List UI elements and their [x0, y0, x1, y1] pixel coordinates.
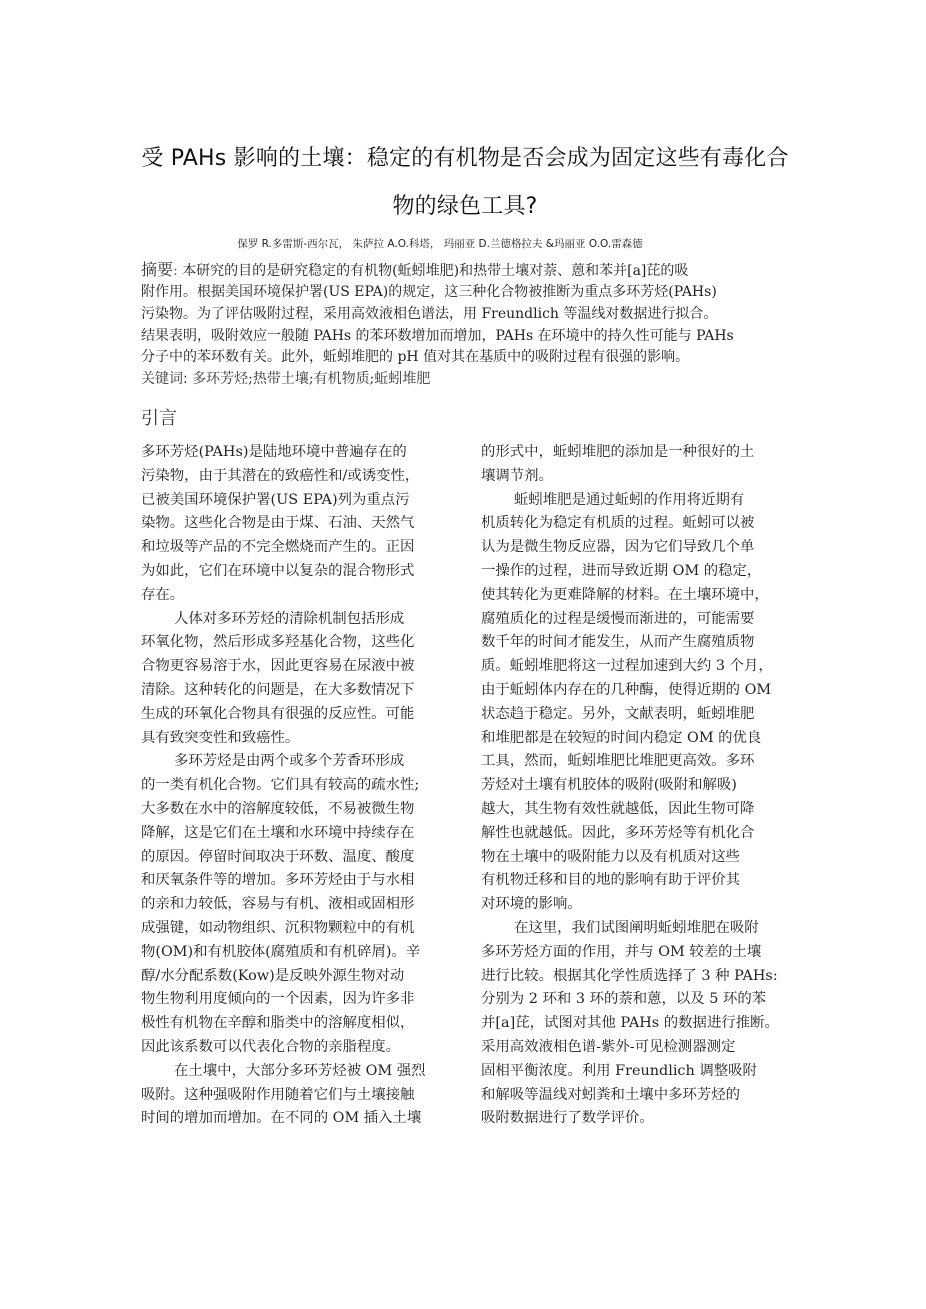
body-line: 蚯蚓堆肥是通过蚯蚓的作用将近期有 [514, 491, 745, 508]
body-line: 使其转化为更难降解的材料。在土壤环境中， [481, 586, 769, 603]
body-line: 存在。 [141, 586, 185, 603]
body-line: 多环芳烃是由两个或多个芳香环形成 [174, 753, 405, 770]
body-line: 进行比较。根据其化学性质选择了 3 种 PAHs: [481, 967, 778, 984]
keywords-text: 多环芳烃;热带土壤;有机物质;蚯蚓堆肥 [192, 371, 431, 387]
body-line: 物在土壤中的吸附能力以及有机质对这些 [481, 848, 741, 865]
author-list: 保罗 R.多雷斯-西尔瓦， 朱萨拉 A.O.科塔， 玛丽亚 D.兰德格拉夫 &玛丽亚 O.O.雷森德 [237, 238, 643, 250]
body-line: 吸附数据进行了数学评价。 [481, 1110, 654, 1127]
abstract-line [141, 259, 801, 282]
body-line: 在土壤中，大部分多环芳烃被 OM 强烈 [174, 1062, 426, 1079]
right-column [481, 441, 801, 1131]
abstract-line: 污染物。为了评估吸附过程，采用高效液相色谱法，用 Freundlich 等温线对数据进行拟合。 [141, 306, 718, 322]
body-line: 的一类有机化合物。它们具有较高的疏水性; [141, 777, 420, 794]
body-line: 降解，这是它们在土壤和水环境中持续存在 [141, 824, 415, 841]
body-line: 和解吸等温线对蚓粪和土壤中多环芳烃的 [481, 1086, 741, 1103]
body-line: 时间的增加而增加。在不同的 OM 插入土壤 [141, 1110, 422, 1127]
body-line: 解性也就越低。因此，多环芳烃等有机化合 [481, 824, 755, 841]
paper-title-line-1: 受 PAHs 影响的土壤：稳定的有机物是否会成为固定这些有毒化合 [141, 146, 789, 171]
body-line: 工具，然而，蚯蚓堆肥比堆肥更高效。多环 [481, 753, 755, 770]
section-title-introduction: 引言 [141, 408, 177, 429]
body-line: 物(OM)和有机胶体(腐殖质和有机碎屑)。辛 [141, 943, 421, 960]
body-line: 机质转化为稳定有机质的过程。蚯蚓可以被 [481, 515, 755, 532]
body-line: 固相平衡浓度。利用 Freundlich 调整吸附 [481, 1062, 757, 1079]
body-line: 清除。这种转化的问题是，在大多数情况下 [141, 681, 415, 698]
body-line: 物生物利用度倾向的一个因素，因为许多非 [141, 991, 415, 1008]
body-line: 和垃圾等产品的不完全燃烧而产生的。正因 [141, 539, 415, 556]
body-line: 的形式中，蚯蚓堆肥的添加是一种很好的土 [481, 444, 755, 460]
abstract-label: 摘要 [141, 260, 174, 279]
body-line: 吸附。这种强吸附作用随着它们与土壤接触 [141, 1086, 415, 1103]
body-line: 人体对多环芳烃的清除机制包括形成 [174, 610, 405, 627]
body-line: 极性有机物在辛醇和脂类中的溶解度相似， [141, 1015, 415, 1032]
body-line: 状态趋于稳定。另外，文献表明，蚯蚓堆肥 [481, 705, 755, 722]
body-line: 芳烃对土壤有机胶体的吸附(吸附和解吸) [481, 777, 737, 794]
body-line: 醇/水分配系数(Kow)是反映外源生物对动 [141, 967, 405, 984]
body-line: 分别为 2 环和 3 环的萘和蒽，以及 5 环的苯 [481, 991, 767, 1008]
body-line: 并[a]芘，试图对其他 PAHs 的数据进行推断。 [481, 1015, 779, 1032]
body-line: 多环芳烃(PAHs)是陆地环境中普遍存在的 [141, 444, 407, 460]
body-line: 认为是微生物反应器，因为它们导致几个单 [481, 539, 755, 556]
keywords-label: 关键词: [141, 371, 188, 387]
keywords-line [141, 369, 801, 390]
body-line: 的原因。停留时间取决于环数、温度、酸度 [141, 848, 415, 865]
body-line: 一操作的过程，进而导致近期 OM 的稳定， [481, 562, 762, 579]
body-line: 越大，其生物有效性就越低，因此生物可降 [481, 800, 755, 817]
body-line: 为如此，它们在环境中以复杂的混合物形式 [141, 562, 415, 579]
body-line: 采用高效液相色谱-紫外-可见检测器测定 [481, 1038, 736, 1055]
abstract-text: 本研究的目的是研究稳定的有机物(蚯蚓堆肥)和热带土壤对萘、蒽和苯并[a]芘的吸 [182, 263, 689, 279]
body-line: 由于蚯蚓体内存在的几种酶，使得近期的 OM [481, 681, 772, 698]
body-line: 的亲和力较低，容易与有机、液相或固相形 [141, 896, 415, 913]
body-line: 污染物，由于其潜在的致癌性和/或诱变性， [141, 467, 420, 484]
body-line: 对环境的影响。 [481, 896, 582, 913]
left-column [141, 441, 461, 1131]
body-line: 和厌氧条件等的增加。多环芳烃由于与水相 [141, 872, 415, 889]
abstract-line: 附作用。根据美国环境保护署(US EPA)的规定，这三种化合物被推断为重点多环芳烃(PAHs) [141, 284, 717, 300]
body-line: 生成的环氧化合物具有很强的反应性。可能 [141, 705, 415, 722]
body-line: 质。蚯蚓堆肥将这一过程加速到大约 3 个月， [481, 658, 773, 675]
abstract-line: 分子中的苯环数有关。此外，蚯蚓堆肥的 pH 值对其在基质中的吸附过程有很强的影响。 [141, 349, 690, 365]
body-line: 数千年的时间才能发生，从而产生腐殖质物 [481, 634, 755, 651]
body-line: 壤调节剂。 [481, 467, 553, 484]
body-line: 已被美国环境保护署(US EPA)列为重点污 [141, 491, 410, 508]
body-line: 腐殖质化的过程是缓慢而渐进的，可能需要 [481, 610, 755, 627]
body-line: 多环芳烃方面的作用，并与 OM 较差的土壤 [481, 943, 762, 960]
body-line: 因此该系数可以代表化合物的亲脂程度。 [141, 1038, 401, 1055]
paper-title-line-2: 物的绿色工具? [392, 194, 538, 219]
body-line: 大多数在水中的溶解度较低，不易被微生物 [141, 800, 415, 817]
abstract-colon: : [173, 263, 178, 279]
body-line: 成强键，如动物组织、沉积物颗粒中的有机 [141, 919, 415, 936]
body-line: 具有致突变性和致癌性。 [141, 729, 300, 746]
abstract-line: 结果表明，吸附效应一般随 PAHs 的苯环数增加而增加，PAHs 在环境中的持久性可能与 PAHs [141, 328, 734, 344]
body-line: 合物更容易溶于水，因此更容易在尿液中被 [141, 658, 415, 675]
body-line: 和堆肥都是在较短的时间内稳定 OM 的优良 [481, 729, 762, 746]
body-line: 染物。这些化合物是由于煤、石油、天然气 [141, 515, 415, 532]
body-line: 在这里，我们试图阐明蚯蚓堆肥在吸附 [514, 919, 759, 936]
body-line: 有机物迁移和目的地的影响有助于评价其 [481, 872, 741, 889]
body-line: 环氧化物，然后形成多羟基化合物，这些化 [141, 634, 415, 651]
